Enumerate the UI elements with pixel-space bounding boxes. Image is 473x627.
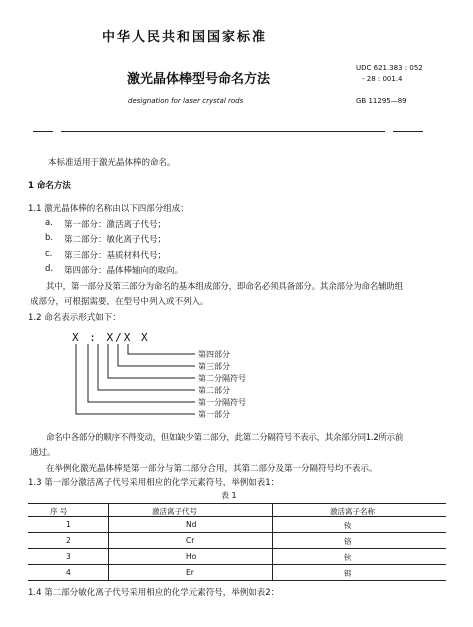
section-1-heading: 1 命名方法 [28, 181, 71, 191]
table-1-title: 表 1 [221, 491, 237, 500]
table-cell-code: Cr [186, 536, 195, 545]
header-rule-mid [61, 131, 385, 132]
label-separator-2: 第二分隔符号 [198, 374, 246, 383]
table-cell-name: 铬 [344, 537, 352, 546]
label-part-4: 第四部分 [198, 350, 230, 359]
label-separator-1: 第一分隔符号 [198, 398, 246, 407]
table-cell-index: 1 [66, 520, 71, 529]
label-part-3: 第三部分 [198, 362, 230, 371]
paragraph-composition-cont: 成部分，可根据需要，在型号中列入或不列入。 [30, 297, 209, 307]
udc-number-line2: - 28 : 001.4 [362, 75, 403, 83]
header-rule-right [393, 131, 423, 132]
list-item-c-mark: c. [45, 249, 53, 259]
gb-number: GB 11295—89 [356, 97, 407, 105]
table-cell-index: 4 [66, 568, 71, 577]
udc-number: UDC 621.383 : 052 [356, 64, 423, 72]
table-cell-code: Nd [186, 520, 197, 529]
table-cell-name: 铒 [344, 569, 352, 578]
table-header-name: 激活离子名称 [330, 507, 375, 516]
table-cell-code: Er [186, 568, 194, 577]
designation-formula: X : X/X X [72, 331, 150, 344]
table-header-code: 激活离子代号 [152, 507, 197, 516]
designation-diagram [60, 344, 260, 444]
paragraph-composition: 其中，第一部分及第三部分为命名的基本组成部分，即命名必须具备部分。其余部分为命名辅助组 [46, 282, 403, 292]
table-column-divider [272, 503, 273, 580]
list-item-d-mark: d. [45, 264, 54, 274]
clause-1-3: 1.3 第一部分激活离子代号采用相应的化学元素符号，举例如表1： [28, 478, 280, 488]
clause-1-1: 1.1 激光晶体棒的名称由以下四部分组成： [28, 204, 189, 214]
list-item-c: 第三部分：基质材料代号； [64, 251, 167, 261]
table-top-rule [28, 503, 446, 504]
table-row-rule [28, 564, 446, 565]
table-cell-index: 3 [66, 552, 71, 561]
table-header-rule [28, 516, 446, 517]
header-rule-left [33, 131, 53, 132]
list-item-b-mark: b. [45, 233, 54, 243]
table-cell-name: 钕 [344, 521, 352, 530]
table-bottom-rule [28, 580, 446, 581]
paragraph-order-cont: 通过。 [30, 448, 56, 458]
label-part-2: 第二部分 [198, 386, 230, 395]
table-header-index: 序 号 [50, 507, 68, 516]
english-subtitle: designation for laser crystal rods [128, 97, 244, 105]
intro-paragraph: 本标准适用于激光晶体棒的命名。 [48, 158, 176, 168]
label-part-1: 第一部分 [198, 410, 230, 419]
list-item-d: 第四部分：晶体棒轴向的取向。 [64, 266, 184, 276]
table-row-rule [28, 532, 446, 533]
clause-1-2: 1.2 命名表示形式如下： [28, 313, 121, 323]
table-cell-name: 钬 [344, 553, 352, 562]
clause-1-4: 1.4 第二部分敏化离子代号采用相应的化学元素符号，举例如表2： [28, 588, 280, 598]
document-title: 激光晶体棒型号命名方法 [127, 72, 271, 87]
standard-org-heading: 中华人民共和国国家标准 [102, 30, 268, 45]
paragraph-order: 命名中各部分的顺序不得变动，但如缺少第二部分，此第二分隔符号不表示，其余部分同1.2所示前 [46, 433, 404, 443]
table-row-rule [28, 548, 446, 549]
list-item-b: 第二部分：敏化离子代号； [64, 235, 167, 245]
table-column-divider [108, 503, 109, 580]
list-item-a-mark: a. [45, 218, 53, 228]
paragraph-combined: 在举例化激光晶体棒是第一部分与第二部分合用，其第二部分及第一分隔符号均不表示。 [46, 464, 378, 474]
table-cell-index: 2 [66, 536, 71, 545]
table-cell-code: Ho [186, 552, 197, 561]
list-item-a: 第一部分：激活离子代号； [64, 220, 167, 230]
